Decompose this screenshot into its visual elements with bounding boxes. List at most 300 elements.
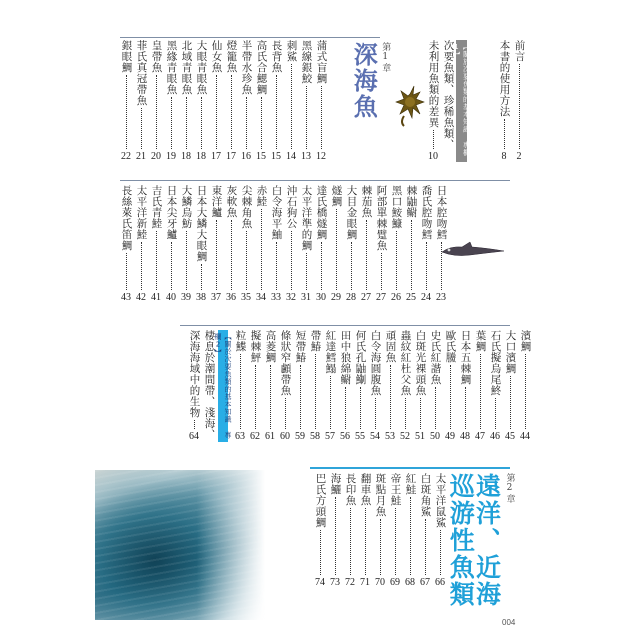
toc-entry-title: 蟲紋紅杜父魚 bbox=[399, 330, 412, 396]
dot-leader bbox=[315, 354, 316, 429]
toc-entry-title: 日本大鱗大眼鯛 bbox=[195, 185, 208, 262]
dot-leader bbox=[246, 97, 247, 149]
toc-entry[interactable] bbox=[308, 330, 322, 442]
toc-entry[interactable] bbox=[403, 473, 417, 588]
toc-entry-title: 海鱺 bbox=[329, 473, 342, 495]
toc-entry-page: 67 bbox=[420, 577, 430, 588]
toc-entry-title: 高菱鯛 bbox=[264, 330, 277, 363]
toc-entry-page: 33 bbox=[271, 292, 281, 303]
toc-entry-title: 燧鯛 bbox=[330, 185, 343, 207]
toc-entry[interactable] bbox=[418, 473, 432, 588]
toc-entry-title: 深海海域中的生物 bbox=[188, 330, 201, 418]
toc-entry[interactable] bbox=[187, 330, 201, 442]
rattail-fish-image bbox=[440, 240, 506, 266]
toc-entry-page: 71 bbox=[360, 577, 370, 588]
chapter2-title-line1: 遠洋、近海 bbox=[472, 473, 502, 608]
toc-entry-page: 16 bbox=[241, 151, 251, 162]
toc-entry-title: 擬棘鮃 bbox=[249, 330, 262, 363]
toc-entry-title: 帶鰆 bbox=[309, 330, 322, 352]
toc-entry-title: 半帶水珍魚 bbox=[240, 40, 253, 95]
toc-entry[interactable] bbox=[149, 185, 163, 303]
toc-entry-page: 66 bbox=[435, 577, 445, 588]
toc-entry-title: 銀眼鯛 bbox=[120, 40, 133, 73]
toc-entry-page: 15 bbox=[271, 151, 281, 162]
toc-entry-page: 57 bbox=[325, 431, 335, 442]
dot-leader bbox=[171, 242, 172, 290]
toc-entry-title: 灰軟魚 bbox=[225, 185, 238, 218]
dot-leader bbox=[216, 220, 217, 290]
toc-entry-page: 20 bbox=[151, 151, 161, 162]
dot-leader bbox=[156, 231, 157, 290]
toc-entry-title: 白令海平鮋 bbox=[270, 185, 283, 240]
toc-entry-title: 喬氏腔吻鱈 bbox=[420, 185, 433, 240]
toc-entry-page: 30 bbox=[316, 292, 326, 303]
toc-entry[interactable] bbox=[284, 185, 298, 303]
dot-leader bbox=[375, 398, 376, 429]
dot-leader bbox=[381, 253, 382, 290]
toc-entry[interactable] bbox=[134, 40, 148, 162]
toc-entry-page: 19 bbox=[166, 151, 176, 162]
toc-entry[interactable] bbox=[503, 330, 517, 442]
dot-leader bbox=[425, 519, 426, 575]
toc-entry[interactable] bbox=[398, 330, 412, 442]
dot-leader bbox=[240, 354, 241, 429]
toc-entry[interactable] bbox=[359, 185, 373, 303]
dot-leader bbox=[321, 242, 322, 290]
toc-entry-page: 40 bbox=[166, 292, 176, 303]
toc-entry[interactable] bbox=[383, 330, 397, 442]
dot-leader bbox=[126, 75, 127, 149]
toc-entry[interactable] bbox=[239, 185, 253, 303]
dot-leader bbox=[350, 508, 351, 575]
toc-entry[interactable] bbox=[179, 40, 193, 162]
toc-entry-title: 太平洋新鯥 bbox=[135, 185, 148, 240]
toc-entry-page: 51 bbox=[415, 431, 425, 442]
toc-entry-title: 大口濱鯛 bbox=[504, 330, 517, 374]
column-banner-1: 【關於次要魚類的基本知識 專欄1】 bbox=[456, 40, 467, 162]
toc-entry-page: 62 bbox=[250, 431, 260, 442]
dot-leader bbox=[276, 242, 277, 290]
dot-leader bbox=[320, 530, 321, 575]
toc-entry-title: 燈籠魚 bbox=[225, 40, 238, 73]
chapter2-label: 第2章 bbox=[504, 473, 515, 504]
chapter2-entries bbox=[312, 473, 447, 588]
toc-entry-page: 56 bbox=[340, 431, 350, 442]
toc-entry[interactable] bbox=[224, 185, 238, 303]
toc-entry-title: 帝王鮭 bbox=[389, 473, 402, 506]
dot-leader bbox=[141, 242, 142, 290]
toc-entry[interactable] bbox=[293, 330, 307, 442]
toc-entry-page: 42 bbox=[136, 292, 146, 303]
toc-entry-page: 15 bbox=[256, 151, 266, 162]
toc-entry-page: 27 bbox=[376, 292, 386, 303]
toc-entry[interactable] bbox=[202, 330, 216, 442]
toc-entry[interactable] bbox=[443, 330, 457, 442]
toc-entry[interactable] bbox=[343, 473, 357, 588]
toc-entry-page: 61 bbox=[265, 431, 275, 442]
toc-entry-page: 35 bbox=[241, 292, 251, 303]
chapter1-rule bbox=[120, 37, 380, 38]
toc-entry-title: 棘鼬鳚 bbox=[405, 185, 418, 218]
dot-leader bbox=[246, 231, 247, 290]
toc-entry-title: 翻車魚 bbox=[359, 473, 372, 506]
toc-entry-page: 24 bbox=[421, 292, 431, 303]
toc-entry[interactable] bbox=[388, 473, 402, 588]
front-matter bbox=[496, 40, 526, 162]
toc-entry[interactable] bbox=[488, 330, 502, 442]
toc-entry-page: 25 bbox=[406, 292, 416, 303]
toc-entry[interactable] bbox=[194, 40, 208, 162]
toc-entry-page: 63 bbox=[235, 431, 245, 442]
toc-entry[interactable] bbox=[269, 185, 283, 303]
dot-leader bbox=[231, 75, 232, 149]
toc-entry-title: 長背魚 bbox=[270, 40, 283, 73]
dot-leader bbox=[420, 398, 421, 429]
toc-entry[interactable] bbox=[404, 185, 418, 303]
dot-leader bbox=[321, 86, 322, 149]
toc-entry-page: 22 bbox=[121, 151, 131, 162]
toc-entry-page: 39 bbox=[181, 292, 191, 303]
dot-leader bbox=[433, 130, 434, 149]
toc-entry[interactable] bbox=[419, 185, 433, 303]
toc-entry-title: 大目金眼鯛 bbox=[345, 185, 358, 240]
toc-entry-page: 54 bbox=[370, 431, 380, 442]
toc-entry-title: 高氏合鰓鯛 bbox=[255, 40, 268, 95]
dot-leader bbox=[126, 253, 127, 290]
toc-entry[interactable] bbox=[299, 40, 313, 162]
toc-entry-page: 21 bbox=[136, 151, 146, 162]
dot-leader bbox=[410, 497, 411, 575]
toc-entry-page: 18 bbox=[181, 151, 191, 162]
toc-entry-title: 菲氏真冠帶魚 bbox=[135, 40, 148, 106]
toc-entry-page: 32 bbox=[286, 292, 296, 303]
toc-entry-title: 大眼青眼魚 bbox=[195, 40, 208, 95]
toc-entry-page: 29 bbox=[331, 292, 341, 303]
toc-entry-page: 53 bbox=[385, 431, 395, 442]
toc-entry-page: 44 bbox=[520, 431, 530, 442]
toc-entry[interactable] bbox=[368, 330, 382, 442]
toc-entry-title: 黑口鮟鱇 bbox=[390, 185, 403, 229]
group2-rule bbox=[120, 180, 510, 181]
dot-leader bbox=[396, 231, 397, 290]
toc-entry-page: 55 bbox=[355, 431, 365, 442]
toc-entry[interactable] bbox=[328, 473, 342, 588]
toc-entry-title: 白斑角鯊 bbox=[419, 473, 432, 517]
dot-leader bbox=[171, 97, 172, 149]
chapter2-title-line2: 巡游性魚類 bbox=[446, 473, 476, 608]
dot-leader bbox=[300, 365, 301, 429]
toc-entry-page: 69 bbox=[390, 577, 400, 588]
toc-entry-title: 阿部單棘躄魚 bbox=[375, 185, 388, 251]
toc-entry-page: 28 bbox=[346, 292, 356, 303]
toc-entry-title: 斑點月魚 bbox=[374, 473, 387, 517]
dot-leader bbox=[186, 231, 187, 290]
dot-leader bbox=[495, 398, 496, 429]
toc-entry-title: 史氏紅諧魚 bbox=[429, 330, 442, 385]
toc-entry-page: 45 bbox=[505, 431, 515, 442]
toc-entry-title: 日本腔吻鱈 bbox=[435, 185, 448, 240]
toc-entry-title: 長印魚 bbox=[344, 473, 357, 506]
toc-entry-title: 尖棘角魚 bbox=[240, 185, 253, 229]
toc-entry-page: 47 bbox=[475, 431, 485, 442]
toc-entry[interactable] bbox=[269, 40, 283, 162]
toc-entry-title: 歐氏鰧 bbox=[444, 330, 457, 363]
dot-leader bbox=[231, 220, 232, 290]
toc-entry-title: 皇帶魚 bbox=[150, 40, 163, 73]
dot-leader bbox=[186, 97, 187, 149]
chapter1-group3 bbox=[232, 330, 532, 442]
toc-entry-page: 18 bbox=[196, 151, 206, 162]
dot-leader bbox=[194, 420, 195, 429]
toc-entry-page: 48 bbox=[460, 431, 470, 442]
toc-entry[interactable] bbox=[134, 185, 148, 303]
toc-entry-page: 46 bbox=[490, 431, 500, 442]
toc-entry-title: 黑緣青眼魚 bbox=[165, 40, 178, 95]
toc-entry[interactable] bbox=[314, 40, 328, 162]
toc-entry-title: 仙女魚 bbox=[210, 40, 223, 73]
toc-entry[interactable] bbox=[389, 185, 403, 303]
toc-entry[interactable] bbox=[119, 40, 133, 162]
dot-leader bbox=[351, 242, 352, 290]
toc-entry-page: 37 bbox=[211, 292, 221, 303]
toc-entry-title: 條狀窄顱帶魚 bbox=[279, 330, 292, 396]
dot-leader bbox=[345, 387, 346, 429]
toc-entry-page: 52 bbox=[400, 431, 410, 442]
dot-leader bbox=[156, 75, 157, 149]
chapter1-heading bbox=[350, 42, 392, 120]
toc-entry[interactable] bbox=[441, 40, 455, 162]
dot-leader bbox=[440, 530, 441, 575]
toc-entry[interactable] bbox=[458, 330, 472, 442]
dot-leader bbox=[335, 497, 336, 575]
sea-photo bbox=[95, 470, 265, 620]
toc-entry[interactable] bbox=[358, 473, 372, 588]
toc-entry[interactable] bbox=[179, 185, 193, 303]
dot-leader bbox=[336, 209, 337, 290]
toc-entry-title: 白斑光裸頭魚 bbox=[414, 330, 427, 396]
toc-entry[interactable] bbox=[314, 185, 328, 303]
toc-entry-page: 60 bbox=[280, 431, 290, 442]
toc-entry-title: 沖石狗公 bbox=[285, 185, 298, 229]
toc-entry-page: 13 bbox=[301, 151, 311, 162]
toc-entry-title: 吉氏青鯥 bbox=[150, 185, 163, 229]
toc-entry[interactable] bbox=[353, 330, 367, 442]
toc-entry-page: 72 bbox=[345, 577, 355, 588]
toc-entry-page: 59 bbox=[295, 431, 305, 442]
toc-entry[interactable] bbox=[313, 473, 327, 588]
toc-entry-page: 58 bbox=[310, 431, 320, 442]
toc-entry-page: 36 bbox=[226, 292, 236, 303]
toc-entry-title: 巴氏方頭鯛 bbox=[314, 473, 327, 528]
dot-leader bbox=[255, 365, 256, 429]
toc-entry-page: 68 bbox=[405, 577, 415, 588]
dot-leader bbox=[261, 209, 262, 290]
toc-entry-title: 日本五棘鯛 bbox=[459, 330, 472, 385]
dot-leader bbox=[291, 231, 292, 290]
dot-leader bbox=[411, 220, 412, 290]
chapter1-group2 bbox=[118, 185, 448, 303]
dot-leader bbox=[285, 398, 286, 429]
dot-leader bbox=[216, 75, 217, 149]
toc-entry-page: 26 bbox=[391, 292, 401, 303]
toc-entry[interactable] bbox=[233, 330, 247, 442]
dot-leader bbox=[405, 398, 406, 429]
dot-leader bbox=[395, 508, 396, 575]
dot-leader bbox=[201, 264, 202, 290]
toc-entry[interactable] bbox=[254, 185, 268, 303]
toc-entry[interactable] bbox=[329, 185, 343, 303]
toc-entry-page: 73 bbox=[330, 577, 340, 588]
toc-entry-page: 38 bbox=[196, 292, 206, 303]
toc-entry-title: 紅鮭 bbox=[404, 473, 417, 495]
toc-entry[interactable] bbox=[239, 40, 253, 162]
toc-entry-page: 70 bbox=[375, 577, 385, 588]
dot-leader bbox=[291, 64, 292, 149]
toc-entry-title: 棘茄魚 bbox=[360, 185, 373, 218]
dot-leader bbox=[270, 365, 271, 429]
dot-leader bbox=[330, 376, 331, 429]
toc-entry[interactable] bbox=[119, 185, 133, 303]
toc-entry-title: 刺鯊 bbox=[285, 40, 298, 62]
toc-entry[interactable] bbox=[248, 330, 262, 442]
dot-leader bbox=[365, 508, 366, 575]
toc-entry-page: 49 bbox=[445, 431, 455, 442]
toc-entry-title: 北域青眼魚 bbox=[180, 40, 193, 95]
toc-entry-page: 23 bbox=[436, 292, 446, 303]
page-number: 004 bbox=[502, 618, 516, 627]
toc-entry-title: 東洋鱸 bbox=[210, 185, 223, 218]
toc-entry[interactable] bbox=[284, 40, 298, 162]
chapter2-heading bbox=[447, 473, 517, 608]
dot-leader bbox=[426, 242, 427, 290]
toc-entry-title: 大鱗烏魴 bbox=[180, 185, 193, 229]
dot-leader bbox=[261, 97, 262, 149]
toc-entry-page: 14 bbox=[286, 151, 296, 162]
toc-entry-title: 本書的使用方法 bbox=[498, 40, 511, 117]
toc-entry[interactable] bbox=[373, 473, 387, 588]
toc-entry-page: 10 bbox=[428, 151, 438, 162]
column-banner-2: 【關於次要魚類的基本知識 專欄2】 bbox=[218, 330, 228, 442]
toc-entry[interactable] bbox=[209, 40, 223, 162]
toc-entry-page: 12 bbox=[316, 151, 326, 162]
chapter2-rule bbox=[310, 467, 510, 469]
toc-entry-title: 粒鰈 bbox=[234, 330, 247, 352]
toc-entry-title: 頑固魚 bbox=[384, 330, 397, 363]
dot-leader bbox=[390, 365, 391, 429]
chapter1-group1 bbox=[118, 40, 328, 162]
toc-entry-page: 34 bbox=[256, 292, 266, 303]
toc-entry-title: 何氏孔鼬鯯 bbox=[354, 330, 367, 385]
chapter1-title: 深海魚 bbox=[349, 42, 378, 120]
dot-leader bbox=[450, 365, 451, 429]
toc-entry[interactable] bbox=[263, 330, 277, 442]
dot-leader bbox=[525, 354, 526, 429]
toc-entry[interactable] bbox=[473, 330, 487, 442]
toc-entry-title: 棲息於潮間帶、淺海、 bbox=[203, 330, 216, 440]
toc-entry[interactable] bbox=[209, 185, 223, 303]
group3-rule bbox=[180, 325, 510, 326]
toc-entry-title: 蒲式盲鯛 bbox=[315, 40, 328, 84]
toc-entry-title: 未利用魚類的差異 bbox=[427, 40, 440, 128]
toc-entry[interactable] bbox=[518, 330, 532, 442]
toc-entry-page: 64 bbox=[189, 431, 199, 442]
toc-entry-title: 石氏擬烏尾鮗 bbox=[489, 330, 502, 396]
toc-entry[interactable] bbox=[512, 40, 526, 162]
toc-entry-page: 2 bbox=[516, 151, 522, 162]
toc-entry-page: 17 bbox=[211, 151, 221, 162]
toc-entry[interactable] bbox=[338, 330, 352, 442]
dot-leader bbox=[276, 75, 277, 149]
toc-entry-title: 濱鯛 bbox=[519, 330, 532, 352]
dot-leader bbox=[360, 387, 361, 429]
toc-entry[interactable] bbox=[254, 40, 268, 162]
dot-leader bbox=[380, 519, 381, 575]
dot-leader bbox=[435, 387, 436, 429]
chapter1-label: 第1章 bbox=[380, 42, 391, 73]
toc-entry-title: 太平洋準的鯛 bbox=[300, 185, 313, 251]
dot-leader bbox=[480, 354, 481, 429]
toc-entry-page: 74 bbox=[315, 577, 325, 588]
toc-entry-title: 前言 bbox=[513, 40, 526, 62]
toc-entry-title: 日本尖牙鱸 bbox=[165, 185, 178, 240]
toc-entry[interactable] bbox=[278, 330, 292, 442]
dot-leader bbox=[306, 253, 307, 290]
toc-entry-title: 次要魚類、珍稀魚類、 bbox=[442, 40, 455, 150]
column-2-entries bbox=[186, 330, 216, 442]
dot-leader bbox=[141, 108, 142, 149]
dot-leader bbox=[504, 119, 505, 149]
dot-leader bbox=[306, 86, 307, 149]
dot-leader bbox=[519, 64, 520, 149]
toc-entry[interactable] bbox=[497, 40, 511, 162]
toc-entry-title: 太平洋鼠鯊 bbox=[434, 473, 447, 528]
toc-entry[interactable] bbox=[374, 185, 388, 303]
dot-leader bbox=[366, 220, 367, 290]
toc-entry[interactable] bbox=[224, 40, 238, 162]
toc-entry-page: 43 bbox=[121, 292, 131, 303]
dot-leader bbox=[510, 376, 511, 429]
toc-entry-page: 17 bbox=[226, 151, 236, 162]
toc-entry-title: 赤鯥 bbox=[255, 185, 268, 207]
toc-entry-title: 白令海圓腹魚 bbox=[369, 330, 382, 396]
toc-entry-title: 紅達鱈鰨 bbox=[324, 330, 337, 374]
toc-entry[interactable] bbox=[299, 185, 313, 303]
toc-entry-title: 達氏橋燧鯛 bbox=[315, 185, 328, 240]
toc-entry[interactable] bbox=[164, 40, 178, 162]
toc-entry[interactable] bbox=[164, 185, 178, 303]
toc-entry-page: 50 bbox=[430, 431, 440, 442]
toc-entry[interactable] bbox=[413, 330, 427, 442]
toc-entry[interactable] bbox=[323, 330, 337, 442]
toc-entry-title: 長絲萊氏笛鯛 bbox=[120, 185, 133, 251]
toc-entry-page: 27 bbox=[361, 292, 371, 303]
dot-leader bbox=[201, 97, 202, 149]
spiky-fish-image bbox=[390, 80, 432, 134]
toc-entry-title: 黑線銀鮫 bbox=[300, 40, 313, 84]
toc-entry[interactable] bbox=[433, 473, 447, 588]
toc-entry[interactable] bbox=[194, 185, 208, 303]
toc-entry[interactable] bbox=[428, 330, 442, 442]
toc-entry[interactable] bbox=[344, 185, 358, 303]
toc-entry-page: 8 bbox=[501, 151, 507, 162]
toc-entry-title: 田中狼綿鳚 bbox=[339, 330, 352, 385]
toc-entry-page: 41 bbox=[151, 292, 161, 303]
toc-entry-title: 短帶鰆 bbox=[294, 330, 307, 363]
dot-leader bbox=[465, 387, 466, 429]
toc-entry[interactable] bbox=[149, 40, 163, 162]
toc-entry-title: 葉鯛 bbox=[474, 330, 487, 352]
toc-entry-page: 31 bbox=[301, 292, 311, 303]
